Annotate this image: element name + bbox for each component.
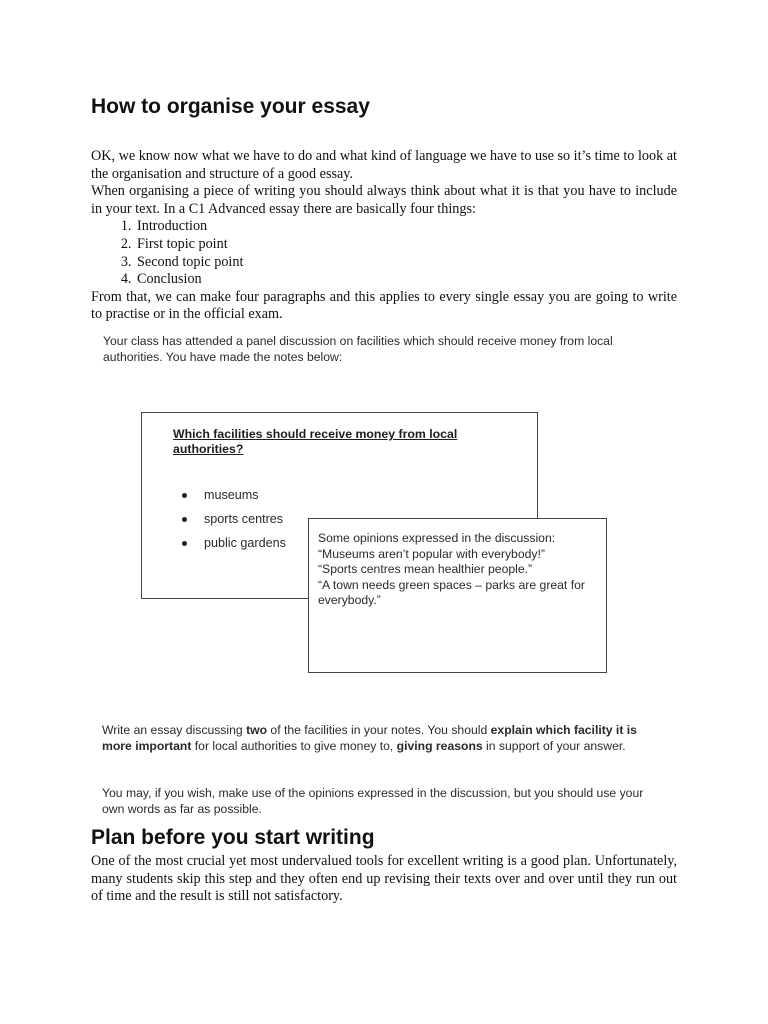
opinion-quote: “Museums aren’t popular with everybody!” [318,546,545,561]
bullet-icon [182,517,187,522]
instruction-part: in support of your answer. [482,738,626,753]
opinion-quote: “A town needs green spaces – parks are great for everybody.” [318,577,585,608]
plan-paragraph: One of the most crucial yet most undervalued tools for excellent writing is a good plan. Unfortunately, many students skip this step and they often end up revising their texts over and over until they run out of time and the result is still not satisfactory. [91,853,677,905]
facilities-list [182,483,286,555]
instruction-part: for local authorities to give money to, [191,738,397,753]
intro-section [91,148,677,324]
instruction-part: of the facilities in your notes. You should [267,723,491,737]
bullet-icon [182,541,187,546]
intro-paragraph: OK, we know now what we have to do and what kind of language we have to use so it’s time to look at the organisation and structure of a good essay. [91,148,677,182]
paragraphs-paragraph: From that, we can make four paragraphs and this applies to every single essay you are going to write to practise or in the official exam. [91,288,677,323]
opinions-box [308,518,607,673]
facility-label: sports centres [204,512,284,526]
list-item: 3. Second topic point [135,254,677,272]
opinions-heading: Some opinions expressed in the discussion: [318,531,556,545]
task-note [102,786,647,817]
organising-paragraph: When organising a piece of writing you should always think about what it is that you have to include in your text. In a C1 Advanced essay there are basically four things: [91,183,677,217]
list-item [182,531,286,555]
plan-section [91,853,677,906]
section-heading: Plan before you start writing [91,826,375,849]
notes-title: Which facilities should receive money from local authorities? [173,427,458,456]
instruction-emphasis: two [246,723,268,737]
instruction-text [102,723,647,754]
list-item [182,507,286,531]
facility-label: museums [204,488,259,502]
task-intro [103,334,648,365]
page-title: How to organise your essay [91,95,370,118]
list-item: 1. Introduction [135,218,677,236]
list-item: 4. Conclusion [135,271,677,289]
bullet-icon [182,493,187,498]
opinion-quote: “Sports centres mean healthier people.” [318,562,533,577]
essay-parts-list [91,218,677,288]
task-note-text: You may, if you wish, make use of the opinions expressed in the discussion, but you should use your own words as far as possible. [102,786,644,816]
instruction-emphasis: explain which facility it is more important [102,723,637,753]
list-item: 2. First topic point [135,236,677,254]
task-intro-text: Your class has attended a panel discussion on facilities which should receive money from local authorities. You have made the notes below: [103,334,613,364]
facility-label: public gardens [204,536,286,550]
instruction-emphasis: giving reasons [396,738,483,753]
instruction-part: Write an essay discussing [102,723,247,737]
task-instruction [102,723,647,754]
list-item [182,483,286,507]
